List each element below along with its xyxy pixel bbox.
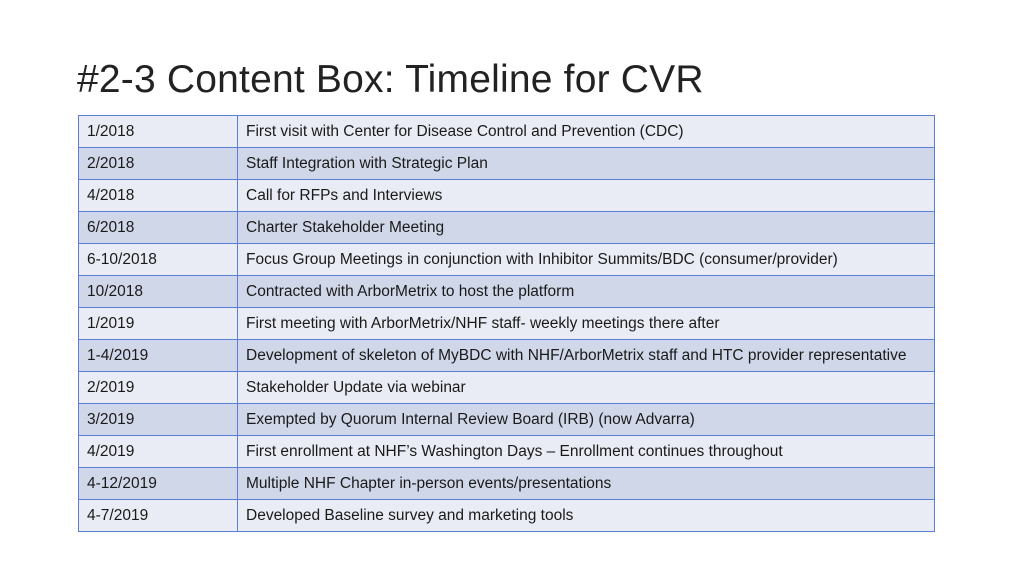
event-cell: Call for RFPs and Interviews xyxy=(238,180,935,212)
table-row xyxy=(79,244,935,276)
table-row xyxy=(79,372,935,404)
date-cell: 1-4/2019 xyxy=(79,340,238,372)
event-cell: Multiple NHF Chapter in-person events/presentations xyxy=(238,468,935,500)
event-cell: First enrollment at NHF’s Washington Days – Enrollment continues throughout xyxy=(238,436,935,468)
date-cell: 6/2018 xyxy=(79,212,238,244)
table-row xyxy=(79,212,935,244)
event-cell: Exempted by Quorum Internal Review Board (IRB) (now Advarra) xyxy=(238,404,935,436)
date-cell: 1/2019 xyxy=(79,308,238,340)
event-cell: Staff Integration with Strategic Plan xyxy=(238,148,935,180)
table-row xyxy=(79,500,935,532)
table-row xyxy=(79,340,935,372)
table-row xyxy=(79,404,935,436)
date-cell: 2/2019 xyxy=(79,372,238,404)
timeline-table xyxy=(78,115,935,532)
table-row xyxy=(79,148,935,180)
table-row xyxy=(79,116,935,148)
slide-title: #2-3 Content Box: Timeline for CVR xyxy=(77,58,704,101)
event-cell: Developed Baseline survey and marketing tools xyxy=(238,500,935,532)
date-cell: 3/2019 xyxy=(79,404,238,436)
event-cell: First meeting with ArborMetrix/NHF staff- weekly meetings there after xyxy=(238,308,935,340)
date-cell: 4/2018 xyxy=(79,180,238,212)
table-row xyxy=(79,308,935,340)
event-cell: Focus Group Meetings in conjunction with Inhibitor Summits/BDC (consumer/provider) xyxy=(238,244,935,276)
table-row xyxy=(79,436,935,468)
table-row xyxy=(79,276,935,308)
date-cell: 6-10/2018 xyxy=(79,244,238,276)
event-cell: First visit with Center for Disease Control and Prevention (CDC) xyxy=(238,116,935,148)
timeline-table-body xyxy=(79,116,935,532)
date-cell: 10/2018 xyxy=(79,276,238,308)
table-row xyxy=(79,180,935,212)
event-cell: Contracted with ArborMetrix to host the platform xyxy=(238,276,935,308)
date-cell: 1/2018 xyxy=(79,116,238,148)
event-cell: Development of skeleton of MyBDC with NHF/ArborMetrix staff and HTC provider representative xyxy=(238,340,935,372)
event-cell: Stakeholder Update via webinar xyxy=(238,372,935,404)
date-cell: 2/2018 xyxy=(79,148,238,180)
table-row xyxy=(79,468,935,500)
event-cell: Charter Stakeholder Meeting xyxy=(238,212,935,244)
date-cell: 4/2019 xyxy=(79,436,238,468)
date-cell: 4-12/2019 xyxy=(79,468,238,500)
date-cell: 4-7/2019 xyxy=(79,500,238,532)
